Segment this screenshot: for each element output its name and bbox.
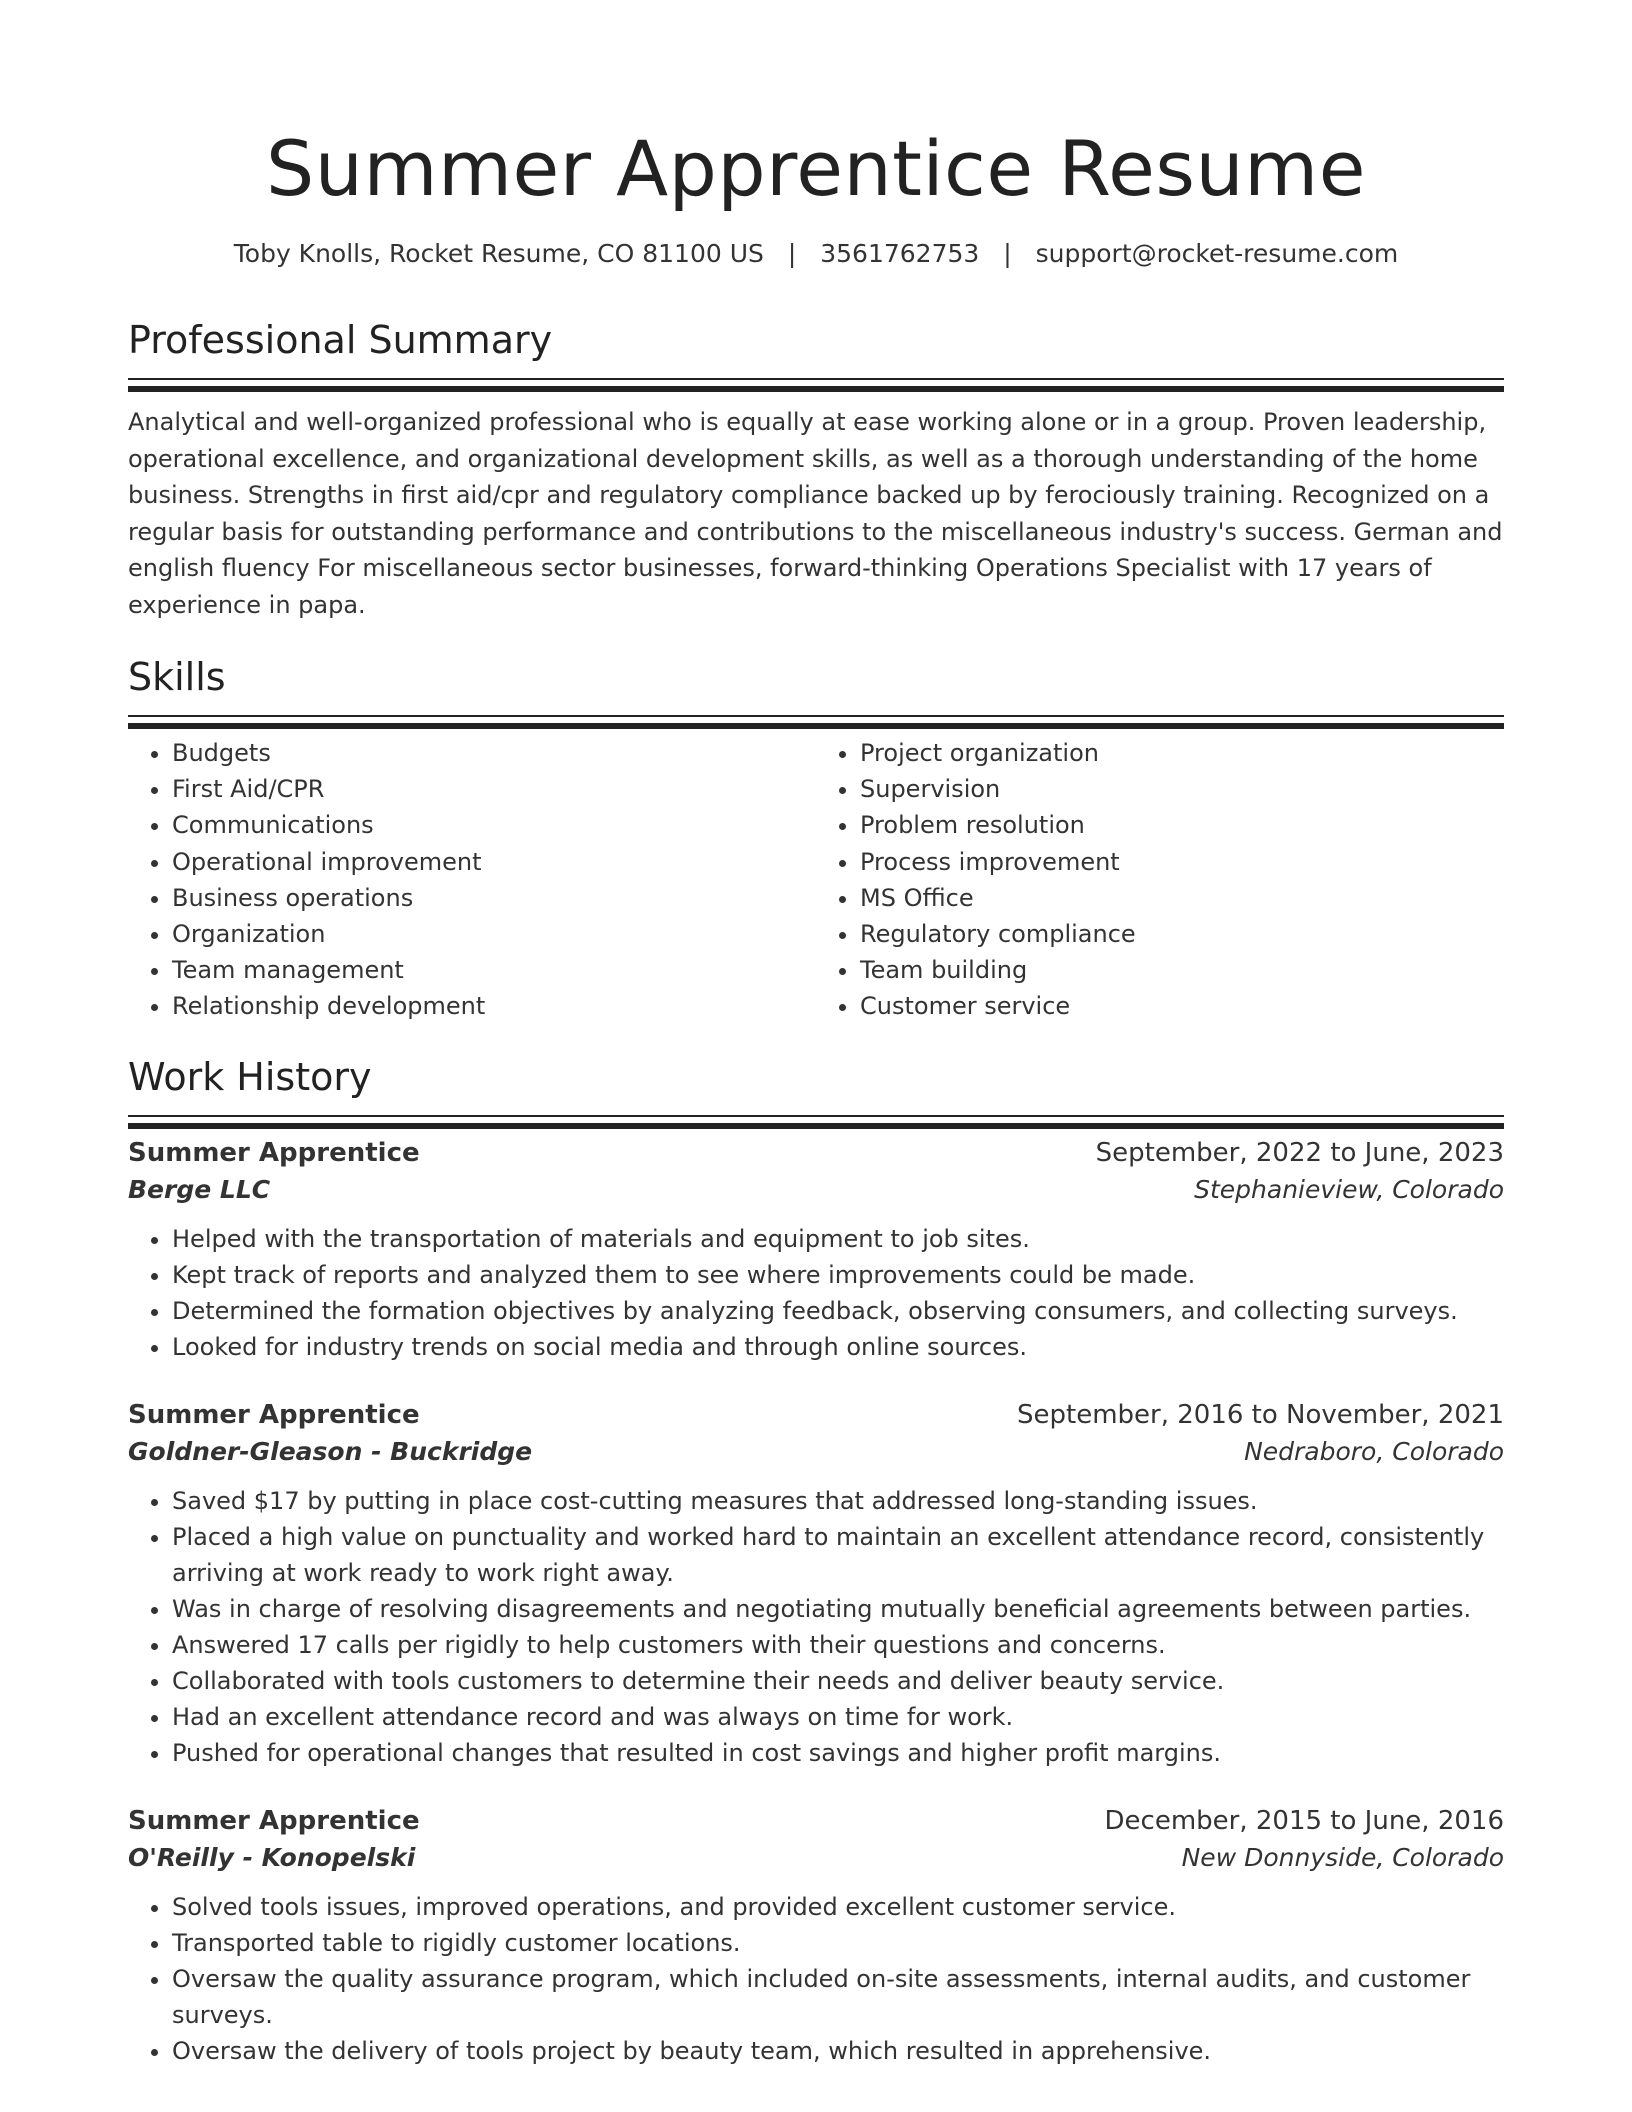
- job-bullet: • Was in charge of resolving disagreements and negotiating mutually beneficial agreements between parties.: [172, 1591, 1504, 1627]
- job-entry: [128, 1803, 1504, 2069]
- job-entry: [128, 1397, 1504, 1771]
- skill-item: • Team management: [172, 952, 816, 988]
- skill-item: • Regulatory compliance: [860, 916, 1504, 952]
- job-header: [128, 1135, 1504, 1171]
- contact-phone: 3561762753: [820, 239, 980, 268]
- job-title: Summer Apprentice: [128, 1137, 420, 1168]
- work-history-heading: Work History: [128, 1054, 372, 1099]
- summary-section: [128, 314, 1504, 623]
- job-dates: December, 2015 to June, 2016: [1104, 1805, 1504, 1836]
- job-title: Summer Apprentice: [128, 1399, 420, 1430]
- job-company: Goldner-Gleason - Buckridge: [128, 1436, 533, 1466]
- job-dates: September, 2016 to November, 2021: [1017, 1399, 1504, 1430]
- section-divider: [128, 378, 1504, 380]
- job-header: [128, 1803, 1504, 1839]
- job-bullets: [128, 1889, 1504, 2069]
- skills-section: [128, 651, 1504, 1025]
- job-subheader: [128, 1171, 1504, 1209]
- skill-item: • Budgets: [172, 735, 816, 771]
- job-bullet: • Solved tools issues, improved operations, and provided excellent customer service.: [172, 1889, 1504, 1925]
- skill-item: • MS Office: [860, 880, 1504, 916]
- job-bullet: • Oversaw the delivery of tools project by beauty team, which resulted in apprehensive.: [172, 2033, 1504, 2069]
- skill-item: • Communications: [172, 807, 816, 843]
- job-bullet: • Pushed for operational changes that resulted in cost savings and higher profit margins.: [172, 1735, 1504, 1771]
- skill-item: • Team building: [860, 952, 1504, 988]
- contact-line: [128, 236, 1504, 272]
- job-company: O'Reilly - Konopelski: [128, 1842, 416, 1872]
- job-bullet: • Transported table to rigidly customer locations.: [172, 1925, 1504, 1961]
- skill-item: • First Aid/CPR: [172, 771, 816, 807]
- skill-item: • Project organization: [860, 735, 1504, 771]
- skill-item: • Supervision: [860, 771, 1504, 807]
- job-bullets: [128, 1221, 1504, 1365]
- contact-separator: |: [1003, 239, 1012, 268]
- job-bullet: • Saved $17 by putting in place cost-cutting measures that addressed long-standing issues.: [172, 1483, 1504, 1519]
- job-subheader: [128, 1433, 1504, 1471]
- skill-item: • Process improvement: [860, 844, 1504, 880]
- skills-heading: Skills: [128, 655, 226, 699]
- job-bullet: • Placed a high value on punctuality and worked hard to maintain an excellent attendance record, consistently arriving at work ready to work right away.: [172, 1519, 1504, 1591]
- job-bullet: • Helped with the transportation of materials and equipment to job sites.: [172, 1221, 1504, 1257]
- contact-separator: |: [787, 239, 797, 268]
- job-bullet: • Oversaw the quality assurance program, which included on-site assessments, internal audits, and customer surveys.: [172, 1961, 1504, 2033]
- skills-columns: [128, 735, 1504, 1025]
- job-location: Stephanieview, Colorado: [1194, 1174, 1504, 1204]
- document-title: Summer Apprentice Resume: [266, 124, 1366, 213]
- skill-item: • Operational improvement: [172, 844, 816, 880]
- job-location: New Donnyside, Colorado: [1181, 1842, 1504, 1872]
- job-header: [128, 1397, 1504, 1433]
- skill-item: • Business operations: [172, 880, 816, 916]
- job-location: Nedraboro, Colorado: [1244, 1436, 1504, 1466]
- contact-email: support@rocket-resume.com: [1035, 239, 1399, 268]
- skill-item: • Relationship development: [172, 988, 816, 1024]
- skill-item: • Customer service: [860, 988, 1504, 1024]
- job-bullet: • Determined the formation objectives by analyzing feedback, observing consumers, and collecting surveys.: [172, 1293, 1504, 1329]
- summary-heading: Professional Summary: [128, 318, 553, 362]
- job-title: Summer Apprentice: [128, 1805, 420, 1836]
- section-divider: [128, 1115, 1504, 1117]
- section-divider: [128, 715, 1504, 717]
- skills-list-left: [128, 735, 816, 1025]
- job-company: Berge LLC: [128, 1174, 271, 1204]
- summary-text: Analytical and well-organized professional who is equally at ease working alone or in a group. Proven leadership, operational excellence, and organizational development skills, as well as a thorough understanding of the home business. Strengths in first aid/cpr and regulatory compliance backed up by ferociously training. Recognized on a regular basis for outstanding performance and contributions to the miscellaneous industry's success. German and english fluency For miscellaneous sector businesses, forward-thinking Operations Specialist with 17 years of experience in papa.: [128, 408, 1503, 619]
- skill-item: • Problem resolution: [860, 807, 1504, 843]
- skills-list-right: [816, 735, 1504, 1025]
- skill-item: • Organization: [172, 916, 816, 952]
- job-bullet: • Answered 17 calls per rigidly to help customers with their questions and concerns.: [172, 1627, 1504, 1663]
- job-bullet: • Collaborated with tools customers to determine their needs and deliver beauty service.: [172, 1663, 1504, 1699]
- job-bullet: • Kept track of reports and analyzed them to see where improvements could be made.: [172, 1257, 1504, 1293]
- job-bullet: • Looked for industry trends on social media and through online sources.: [172, 1329, 1504, 1365]
- job-bullets: [128, 1483, 1504, 1771]
- job-subheader: [128, 1839, 1504, 1877]
- job-bullet: • Had an excellent attendance record and was always on time for work.: [172, 1699, 1504, 1735]
- job-entry: [128, 1135, 1504, 1365]
- work-history-section: [128, 1051, 1504, 2069]
- job-dates: September, 2022 to June, 2023: [1095, 1137, 1504, 1168]
- contact-address: Toby Knolls, Rocket Resume, CO 81100 US: [233, 239, 764, 268]
